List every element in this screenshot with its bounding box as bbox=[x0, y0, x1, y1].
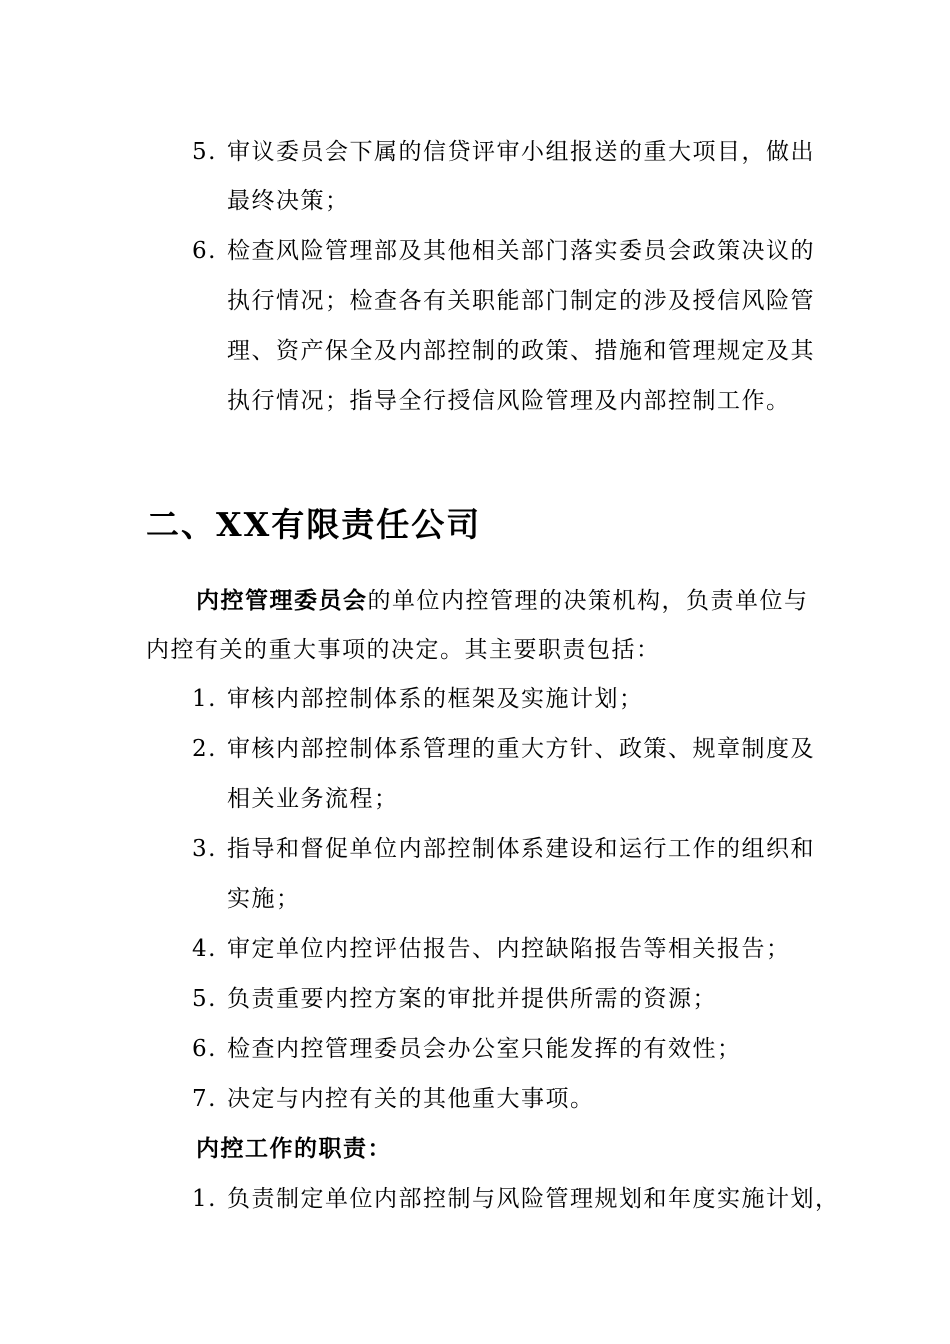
list-item-text: 执行情况；指导全行授信风险管理及内部控制工作。 bbox=[227, 388, 791, 414]
list-item-number: 5. bbox=[192, 139, 217, 165]
list-item-text: 最终决策； bbox=[227, 188, 350, 214]
list-item-text: 负责重要内控方案的审批并提供所需的资源； bbox=[227, 986, 717, 1012]
list-item-text: 决定与内控有关的其他重大事项。 bbox=[227, 1086, 595, 1112]
list-item-number: 5. bbox=[192, 986, 217, 1012]
section-heading: 二、XX有限责任公司 bbox=[146, 505, 482, 544]
list-item-text: 审核内部控制体系的框架及实施计划； bbox=[227, 686, 644, 712]
list-item-number: 6. bbox=[192, 1036, 217, 1062]
list-item-text: 检查风险管理部及其他相关部门落实委员会政策决议的 bbox=[227, 238, 815, 264]
intro-paragraph-line: 内控有关的重大事项的决定。其主要职责包括： bbox=[146, 637, 661, 663]
list-item-text: 相关业务流程； bbox=[227, 786, 399, 812]
list-item-text: 理、资产保全及内部控制的政策、措施和管理规定及其 bbox=[227, 338, 815, 364]
list-item-text: 实施； bbox=[227, 886, 301, 912]
list-item-number: 2. bbox=[192, 736, 217, 762]
list-item-number: 6. bbox=[192, 238, 217, 264]
list-item-number: 7. bbox=[192, 1086, 217, 1112]
list-item-text: 负责制定单位内部控制与风险管理规划和年度实施计划， bbox=[227, 1186, 840, 1212]
list-item-text: 审定单位内控评估报告、内控缺陷报告等相关报告； bbox=[227, 936, 791, 962]
list-item-number: 3. bbox=[192, 836, 217, 862]
list-item-text: 检查内控管理委员会办公室只能发挥的有效性； bbox=[227, 1036, 742, 1062]
list-item-text: 审核内部控制体系管理的重大方针、政策、规章制度及 bbox=[227, 736, 815, 762]
subheading: 内控工作的职责： bbox=[196, 1135, 392, 1162]
list-item-number: 1. bbox=[192, 1186, 217, 1212]
list-item-number: 4. bbox=[192, 936, 217, 962]
intro-bold-term: 内控管理委员会 bbox=[196, 587, 368, 614]
intro-paragraph-line bbox=[196, 586, 809, 616]
list-item-text: 审议委员会下属的信贷评审小组报送的重大项目，做出 bbox=[227, 139, 815, 165]
list-item-number: 1. bbox=[192, 686, 217, 712]
list-item-text: 执行情况；检查各有关职能部门制定的涉及授信风险管 bbox=[227, 288, 815, 314]
intro-text: 的单位内控管理的决策机构，负责单位与 bbox=[367, 588, 809, 614]
list-item-text: 指导和督促单位内部控制体系建设和运行工作的组织和 bbox=[227, 836, 815, 862]
